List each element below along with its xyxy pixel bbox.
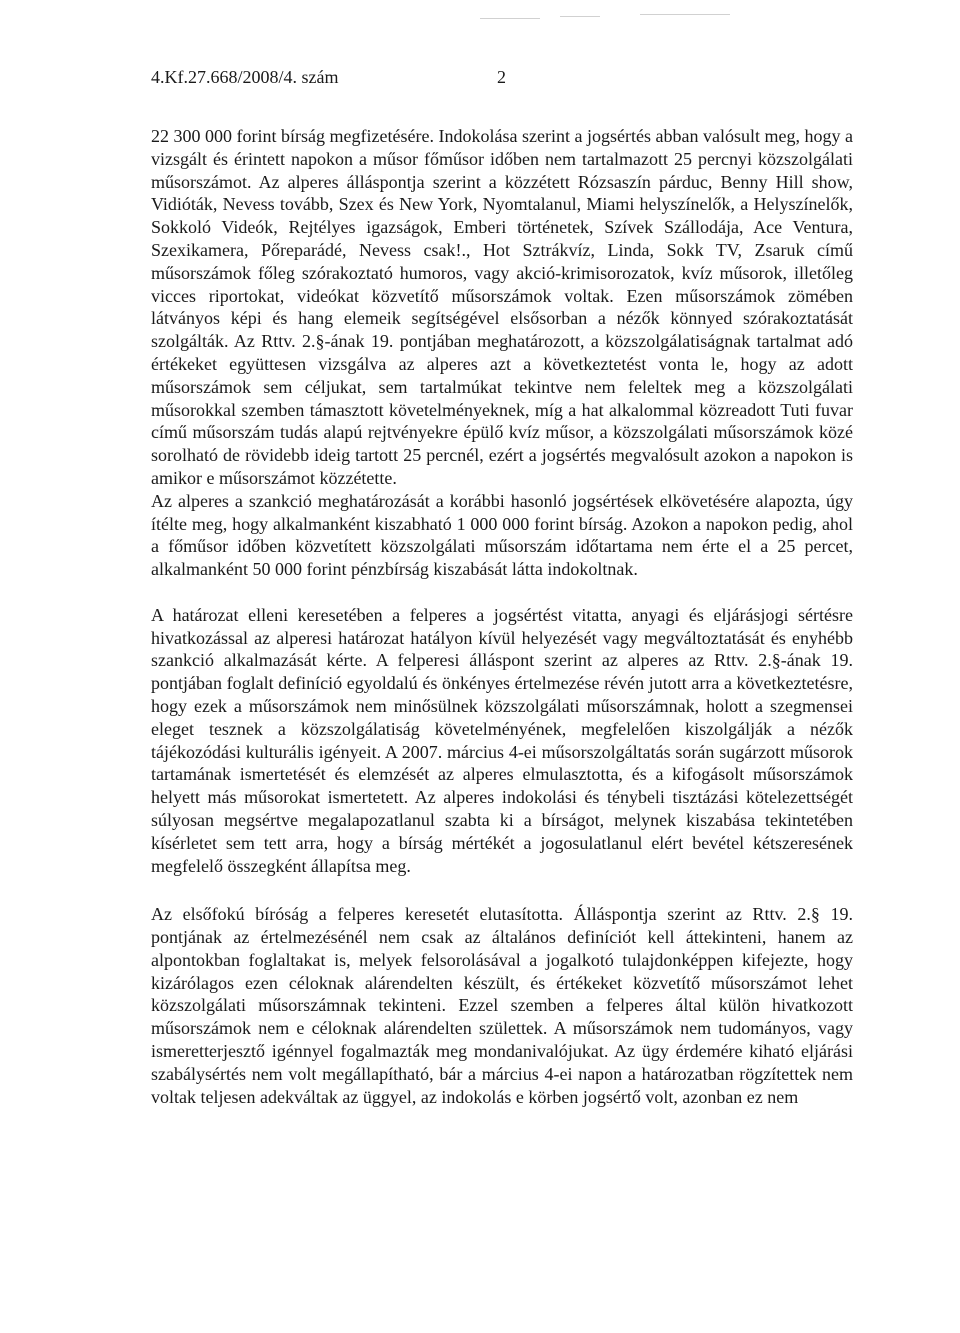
scan-artifact <box>480 18 540 19</box>
paragraph: A határozat elleni keresetében a felperes a jogsértést vitatta, anyagi és eljárásjogi sértésre hivatkozással az alperesi határozat hatályon kívül helyezését vagy megváltoztatását és enyhébb szankció alkalmazását kérte. A felperesi álláspont szerint az alperes az Rttv. 2.§-ának 19. pontjában foglalt definíció egyoldalú és önkényes értelmezése révén jutott arra a következtetésre, hogy ezek a műsorszámok nem minősülnek közszolgálati műsorszámnak, holott a szegmensei eleget tesznek a közszolgálatiság követelményének, megfelelően kiszolgálják a nézők tájékozódási kulturális igényeit. A 2007. március 4-ei műsorszolgáltatás során sugárzott műsorok tartamának ismertetését és elemzését az alperes elmulasztotta, és a kifogásolt műsorszámok helyett más műsorokat ismertetett. Az alperes indokolási és ténybeli tisztázási kötelezettségét súlyosan megsértve megalapozatlanul szabta ki a bírságot, melynek kiszabása tekintetében kísérletet sem tett arra, hogy a bírság mértékét a jogosulatlanul elért bevétel kétszeresének megfelelő összegként állapítsa meg. <box>151 604 853 876</box>
document-body <box>151 125 853 1108</box>
page-number: 2 <box>497 67 506 87</box>
page-header <box>151 67 531 97</box>
case-number: 4.Kf.27.668/2008/4. szám <box>151 67 339 87</box>
paragraph: 22 300 000 forint bírság megfizetésére. Indokolása szerint a jogsértés abban valósult meg, hogy a vizsgált és érintett napokon a műsor főműsor időben nem tartalmazott 25 percnyi közszolgálati műsorszámot. Az alperes álláspontja szerint a közzétett Rózsaszín párduc, Benny Hill show, Vidióták, Nevess tovább, Szex és New York, Nyomtalanul, Miami helyszínelők, a Helyszínelők, Sokkoló Videók, Rejtélyes igazságok, Emberi történetek, Szívek Szállodája, Ace Ventura, Szexikamera, Pőreparádé, Nevess csak!., Hot Sztrákvíz, Linda, Sokk TV, Zsaruk című műsorszámok főleg szórakoztató humoros, vagy akció-krimisorozatok, kvíz műsorok, illetőleg vicces riportokat, videókat közvetítő műsorszámok voltak. Ezen műsorszámok zömében látványos képi és hang elemeik segítségével elsősorban a nézők könnyed szórakoztatását szolgálták. Az Rttv. 2.§-ának 19. pontjában meghatározott, a közszolgálatiságnak tartalmat adó értékeket együttesen vizsgálva az alperes azt a következtetést vonta le, hogy az adott műsorszámok sem céljukat, sem tartalmúkat tekintve nem feleltek meg a közszolgálati műsorokkal szemben támasztott követelményeknek, míg a hat alkalommal közreadott Tuti fuvar című műsorszám tudás alapú rejtvényekre épülő kvíz műsor, a közszolgálati műsorszámok közé sorolható de rövidebb ideig tartott 25 percnél, ezért a jogsértés megvalósult azokon a napokon is amikor e műsorszámot közzétette. <box>151 126 853 488</box>
paragraph: Az alperes a szankció meghatározását a korábbi hasonló jogsértések elkövetésére alapozta, úgy ítélte meg, hogy alkalmanként kiszabható 1 000 000 forint bírság. Azokon a napokon pedig, ahol a főműsor időben közvetített közszolgálati műsorszám időtartama nem érte el a 25 percet, alkalmanként 50 000 forint pénzbírság kiszabását látta indokoltnak. <box>151 490 853 580</box>
paragraph: Az elsőfokú bíróság a felperes keresetét elutasította. Álláspontja szerint az Rttv. 2.§ 19. pontjának az értelmezésénél nem csak az általános definíciót kell áttekinteni, hanem az alpontokban foglaltakat is, melyek felsorolásával a jogalkotó tulajdonképpen kifejezte, hogy kizárólagos ezen céloknak alárendelten készült, és értékeket közvetítő műsorszámot lehet közszolgálati műsorszámnak tekinteni. Ezzel szemben a felperes által külön hivatkozott műsorszámok nem e céloknak alárendelten születtek. A műsorszámok nem tudományos, vagy ismeretterjesztő igénnyel fogalmazták meg mondanivalójukat. Az ügy érdemére kiható eljárási szabálysértés nem volt megállapítható, bár a március 4-ei napon a határozatban rögzítettek nem voltak teljesen adekváltak az üggyel, az indokolás e körben jogsértő volt, azonban ez nem <box>151 904 853 1107</box>
scan-artifact <box>640 14 730 15</box>
scan-artifact <box>560 16 600 17</box>
